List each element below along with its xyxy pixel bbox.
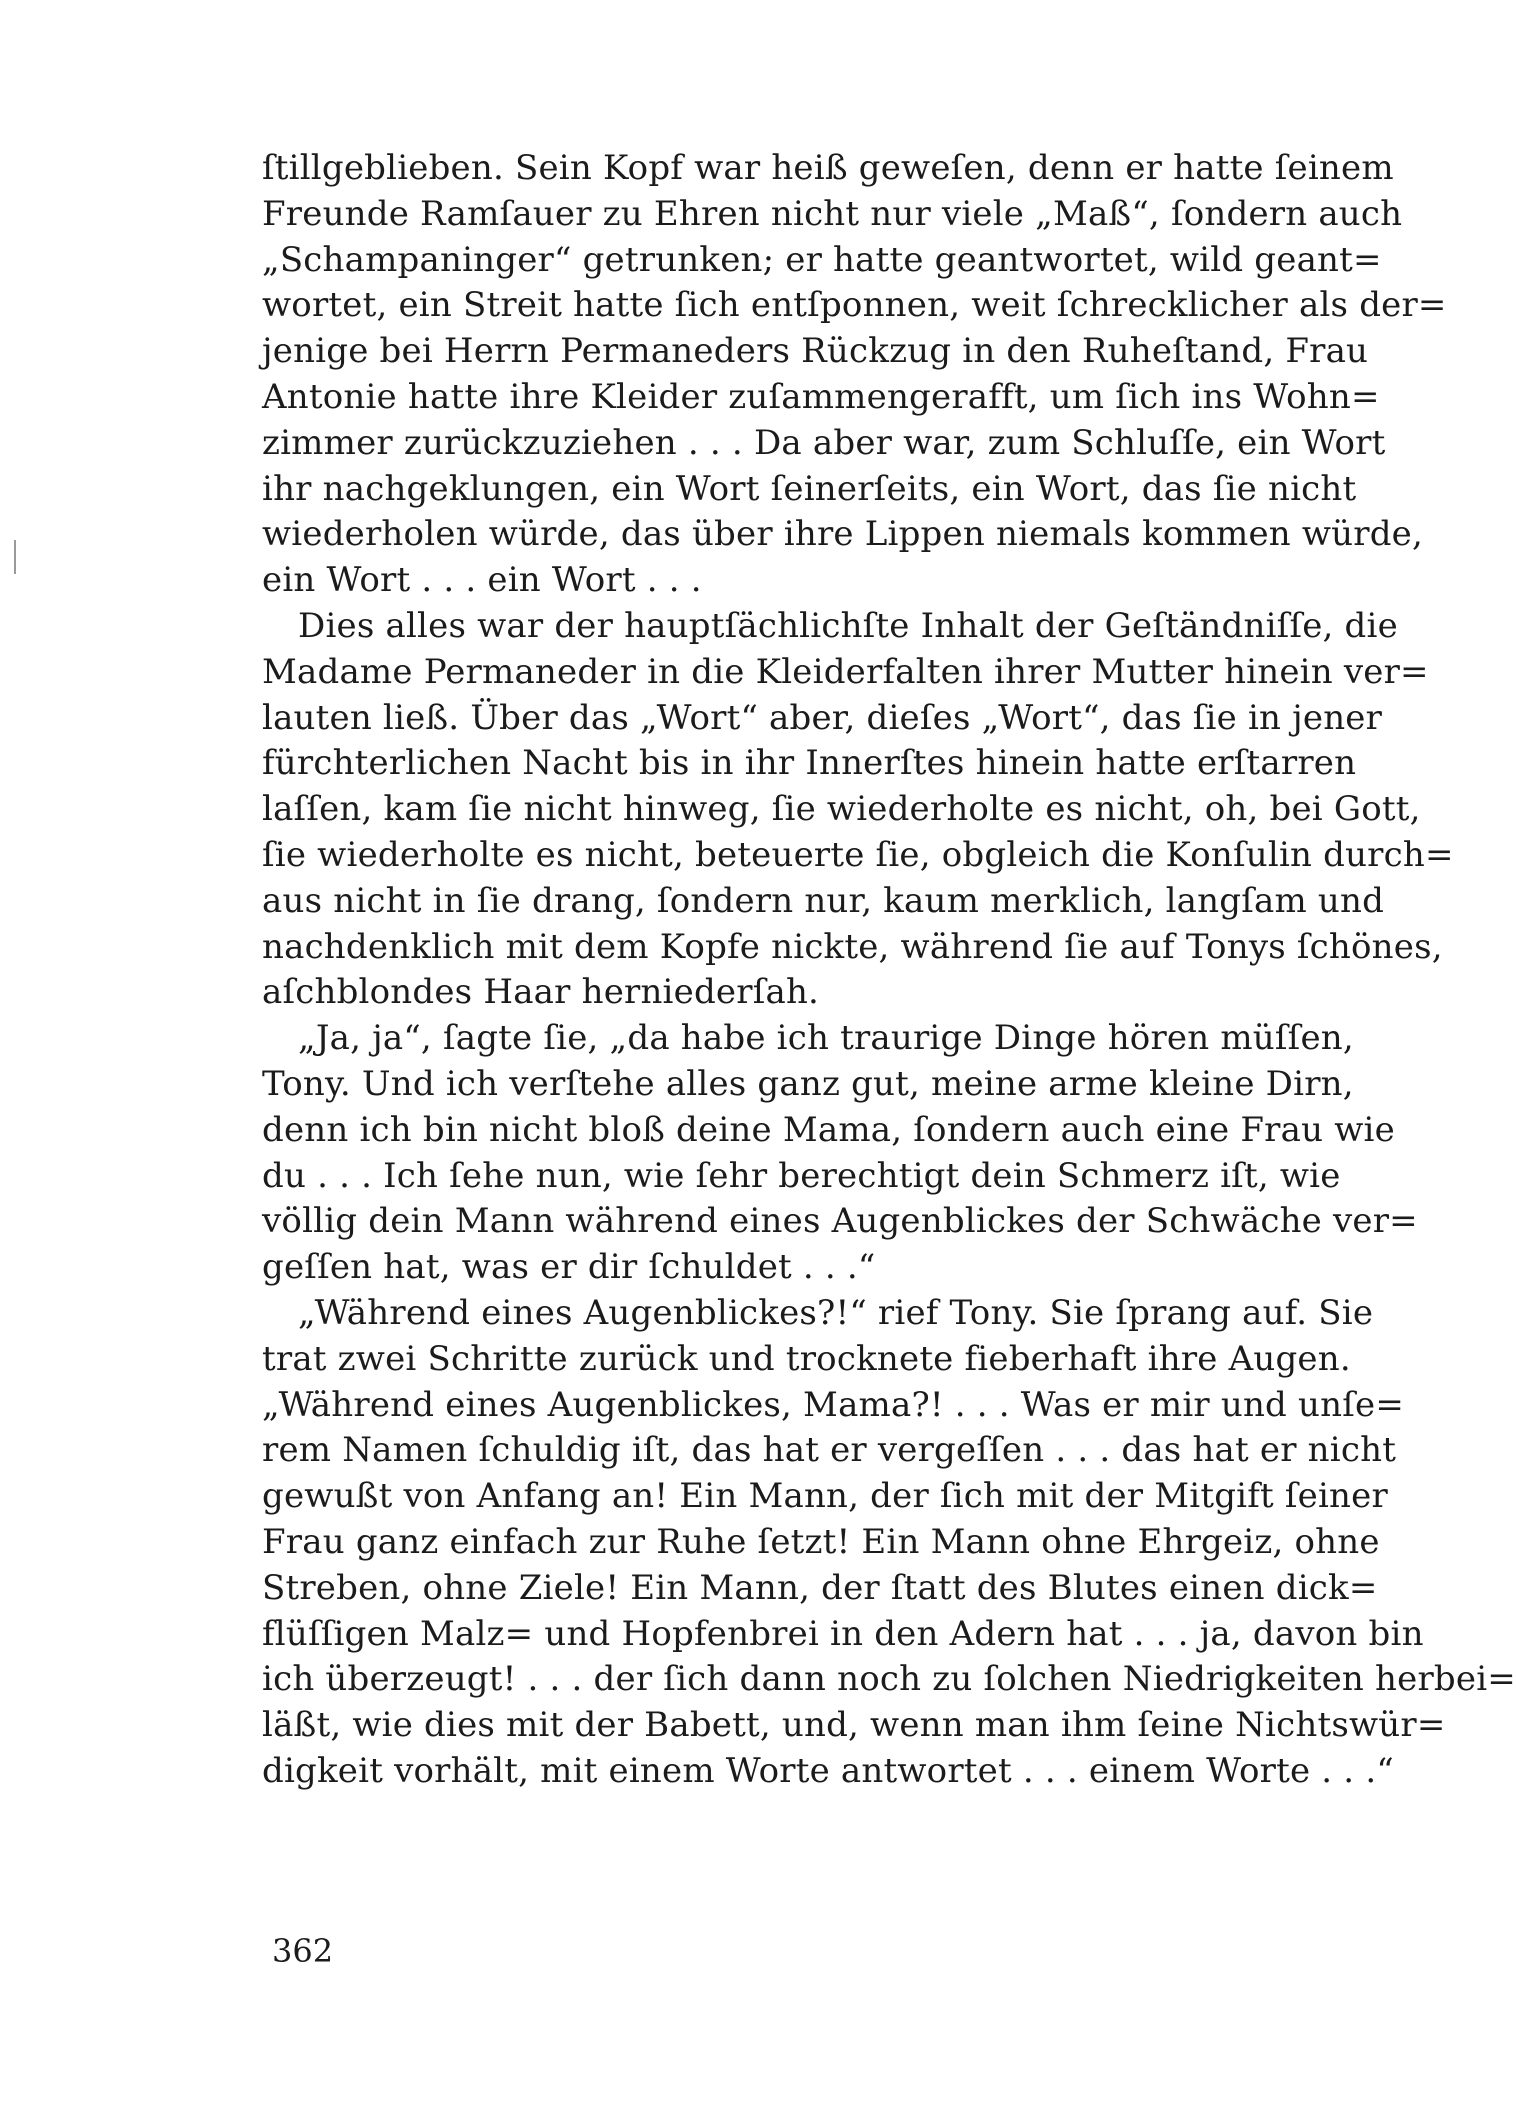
- text-line: Frau ganz einfach zur Ruhe ſetzt! Ein Mann ohne Ehrgeiz, ohne: [262, 1521, 1380, 1562]
- text-line: ihr nachgeklungen, ein Wort ſeinerſeits, ein Wort, das ſie nicht: [262, 468, 1357, 509]
- text-line: „Während eines Augenblickes?!“ rief Tony. Sie ſprang auf. Sie: [298, 1292, 1374, 1333]
- text-line: Freunde Ramſauer zu Ehren nicht nur viele „Maß“, ſondern auch: [262, 193, 1403, 234]
- text-line: ich überzeugt! . . . der ſich dann noch zu ſolchen Niedrigkeiten herbei=: [262, 1659, 1516, 1700]
- text-line: aus nicht in ſie drang, ſondern nur, kaum merklich, langſam und: [262, 880, 1385, 921]
- text-line: ein Wort . . . ein Wort . . .: [262, 560, 702, 601]
- text-line: laſſen, kam ſie nicht hinweg, ſie wiederholte es nicht, oh, bei Gott,: [262, 789, 1421, 830]
- text-line: aſchblondes Haar herniederſah.: [262, 972, 820, 1013]
- text-line: gewußt von Anfang an! Ein Mann, der ſich mit der Mitgift ſeiner: [262, 1476, 1388, 1517]
- text-line: „Schampaninger“ getrunken; er hatte geantwortet, wild geant=: [262, 239, 1382, 280]
- text-line: Dies alles war der hauptſächlichſte Inhalt der Geſtändniſſe, die: [298, 605, 1398, 646]
- text-line: ſie wiederholte es nicht, beteuerte ſie, obgleich die Konſulin durch=: [262, 834, 1454, 875]
- text-line: du . . . Ich ſehe nun, wie ſehr berechtigt dein Schmerz iſt, wie: [262, 1155, 1341, 1196]
- text-line: „Ja, ja“, ſagte ſie, „da habe ich traurige Dinge hören müſſen,: [298, 1018, 1354, 1059]
- text-line: lauten ließ. Über das „Wort“ aber, dieſes „Wort“, das ſie in jener: [262, 697, 1383, 738]
- body-text: [262, 146, 1516, 1795]
- text-line: fürchterlichen Nacht bis in ihr Innerſtes hinein hatte erſtarren: [262, 743, 1357, 784]
- text-line: rem Namen ſchuldig iſt, das hat er vergeſſen . . . das hat er nicht: [262, 1430, 1397, 1471]
- text-line: nachdenklich mit dem Kopfe nickte, während ſie auf Tonys ſchönes,: [262, 926, 1443, 967]
- text-line: wiederholen würde, das über ihre Lippen niemals kommen würde,: [262, 514, 1424, 555]
- text-line: „Während eines Augenblickes, Mama?! . . . Was er mir und unſe=: [262, 1384, 1405, 1425]
- text-line: Antonie hatte ihre Kleider zuſammengerafft, um ſich ins Wohn=: [262, 376, 1380, 417]
- text-line: digkeit vorhält, mit einem Worte antwortet . . . einem Worte . . .“: [262, 1750, 1394, 1791]
- text-line: läßt, wie dies mit der Babett, und, wenn man ihm ſeine Nichtswür=: [262, 1705, 1446, 1746]
- text-line: trat zwei Schritte zurück und trocknete fieberhaft ihre Augen.: [262, 1338, 1351, 1379]
- text-line: denn ich bin nicht bloß deine Mama, ſondern auch eine Frau wie: [262, 1109, 1395, 1150]
- page-number: 362: [272, 1932, 334, 1970]
- text-line: jenige bei Herrn Permaneders Rückzug in den Ruheſtand, Frau: [262, 331, 1369, 372]
- scan-speck: [14, 540, 16, 574]
- text-line: ſtillgeblieben. Sein Kopf war heiß geweſen, denn er hatte ſeinem: [262, 148, 1394, 188]
- text-line: zimmer zurückzuziehen . . . Da aber war, zum Schluſſe, ein Wort: [262, 422, 1386, 463]
- text-line: flüſſigen Malz= und Hopfenbrei in den Adern hat . . . ja, davon bin: [262, 1613, 1424, 1654]
- text-line: geſſen hat, was er dir ſchuldet . . .“: [262, 1247, 876, 1288]
- text-line: völlig dein Mann während eines Augenblickes der Schwäche ver=: [262, 1201, 1418, 1242]
- text-line: Tony. Und ich verſtehe alles ganz gut, meine arme kleine Dirn,: [262, 1063, 1354, 1104]
- text-line: Madame Permaneder in die Kleiderfalten ihrer Mutter hinein ver=: [262, 651, 1429, 692]
- text-line: wortet, ein Streit hatte ſich entſponnen, weit ſchrecklicher als der=: [262, 285, 1447, 326]
- text-line: Streben, ohne Ziele! Ein Mann, der ſtatt des Blutes einen dick=: [262, 1567, 1378, 1608]
